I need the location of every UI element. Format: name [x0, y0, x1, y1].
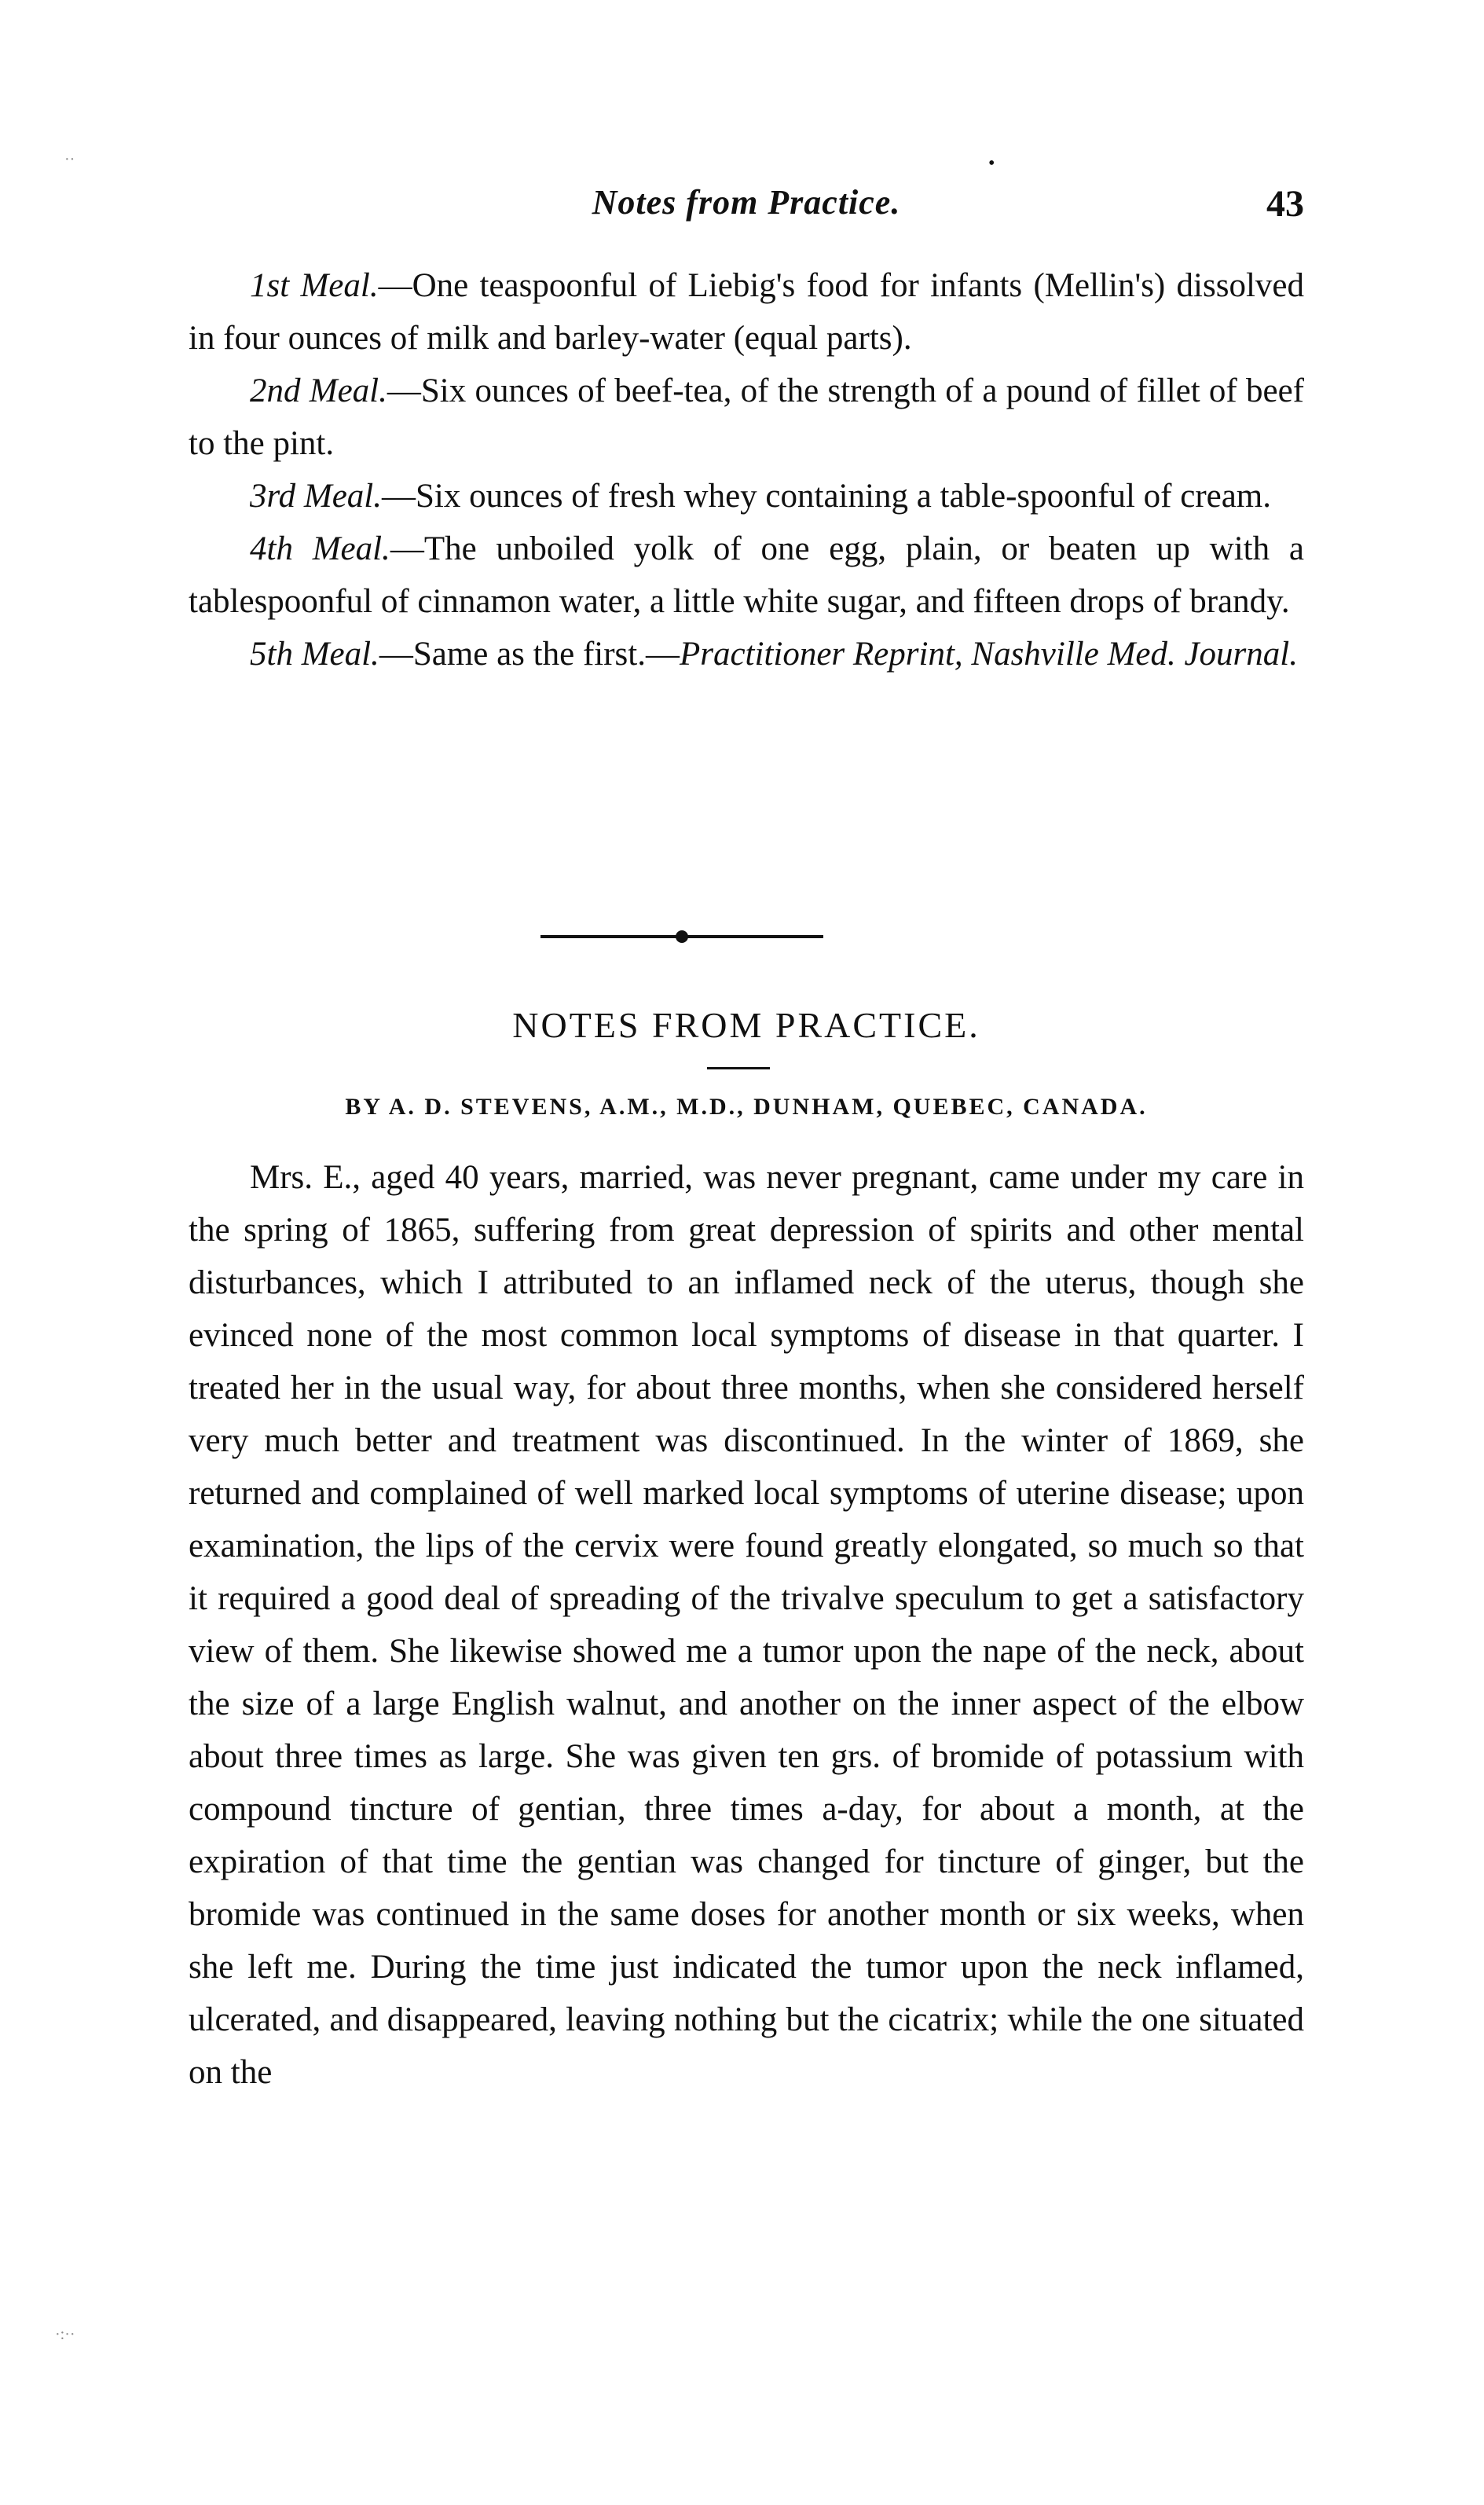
- meal-text: —Six ounces of fresh whey containing a table-spoonful of cream.: [382, 478, 1272, 515]
- title-rule: [707, 1067, 770, 1069]
- meal-text: —Same as the first.—: [379, 636, 680, 673]
- meal-label: 5th Meal.: [250, 636, 379, 673]
- divider-ornament: [676, 930, 688, 943]
- running-head: Notes from Practice.: [592, 183, 901, 222]
- meal-label: 4th Meal.: [250, 530, 390, 567]
- byline: BY A. D. STEVENS, A.M., M.D., DUNHAM, QUEBEC, CANADA.: [345, 1094, 1148, 1120]
- page-number: 43: [1266, 183, 1304, 225]
- article-body: [189, 1151, 1304, 2099]
- meal-label: 2nd Meal.: [250, 372, 387, 409]
- body-paragraph: Mrs. E., aged 40 years, married, was never pregnant, came under my care in the spring of 1865, suffering from great depression of spirits and other mental disturbances, which I attributed to an inflamed neck of the uterus, though she evinced none of the most common local symptoms of disease in that quarter. I treated her in the usual way, for about three months, when she considered herself very much better and treatment was discontinued. In the winter of 1869, she returned and complained of well marked local symptoms of uterine disease; upon examination, the lips of the cervix were found greatly elongated, so much so that it required a good deal of spreading of the trivalve speculum to get a satisfactory view of them. She likewise showed me a tumor upon the nape of the neck, about the size of a large English walnut, and another on the inner aspect of the elbow about three times as large. She was given ten grs. of bromide of potassium with compound tincture of gentian, three times a-day, for about a month, at the expiration of that time the gentian was changed for tincture of ginger, but the bromide was continued in the same doses for another month or six weeks, when she left me. During the time just indicated the tumor upon the neck inflamed, ulcerated, and disappeared, leaving nothing but the cicatrix; while the one situated on the: [189, 1159, 1304, 2091]
- scan-speck: ··: [64, 151, 75, 168]
- meal-label: 3rd Meal.: [250, 478, 382, 515]
- meal-label: 1st Meal.: [250, 267, 379, 304]
- meals-section: [189, 259, 1304, 680]
- scan-speck: •: [988, 153, 995, 174]
- meal-paragraph: [189, 470, 1304, 523]
- meal-text: —The unboiled yolk of one egg, plain, or beaten up with a tablespoonful of cinnamon water, a little white sugar, and fifteen drops of brandy.: [189, 530, 1304, 620]
- page-header: [189, 182, 1304, 237]
- meal-paragraph: [189, 523, 1304, 628]
- citation: Practitioner Reprint, Nashville Med. Journal.: [679, 636, 1298, 673]
- meal-paragraph: [189, 628, 1304, 680]
- meal-text: —One teaspoonful of Liebig's food for infants (Mellin's) dissolved in four ounces of milk and barley-water (equal parts).: [189, 267, 1304, 357]
- meal-text: —Six ounces of beef-tea, of the strength of a pound of fillet of beef to the pint.: [189, 372, 1304, 462]
- scan-speck: ·:··: [55, 2326, 75, 2343]
- meal-paragraph: [189, 259, 1304, 365]
- article-title: NOTES FROM PRACTICE.: [512, 1005, 980, 1045]
- meal-paragraph: [189, 365, 1304, 470]
